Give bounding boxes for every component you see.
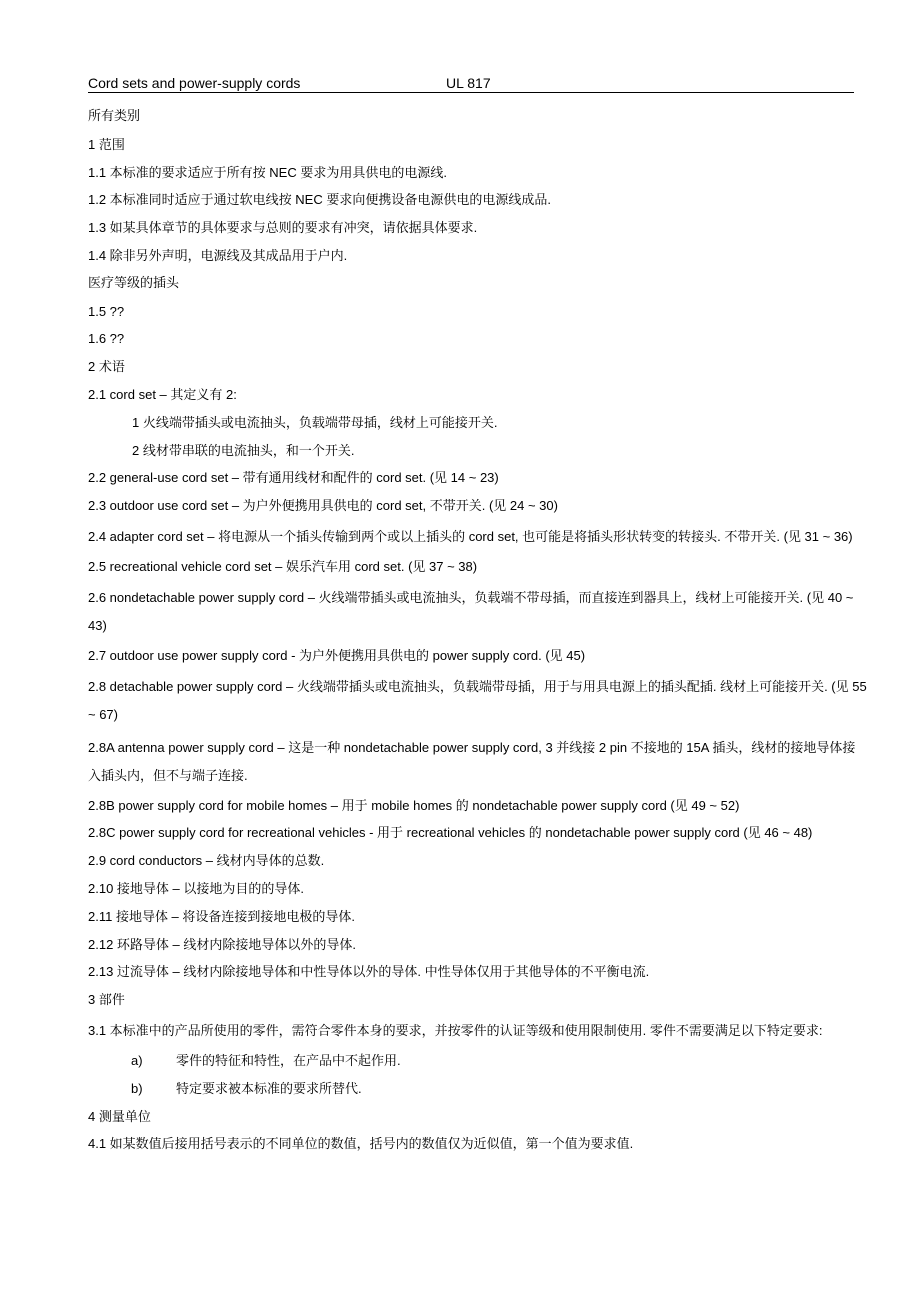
term-2-5: 2.5 recreational vehicle cord set – 娱乐汽车用 cord set. (见 37 ~ 38): [88, 558, 478, 574]
document-title: Cord sets and power-supply cords: [88, 75, 301, 91]
term-2-1: 2.1 cord set – 其定义有 2:: [88, 386, 237, 402]
term-2-4: 2.4 adapter cord set – 将电源从一个插头传输到两个或以上插头的 cord set, 也可能是将插头形状转变的转接头. 不带开关. (见 31 ~ 36): [88, 528, 853, 544]
list-item-a: [88, 1050, 868, 1078]
page-header: [88, 74, 854, 93]
clause-1-3: 1.3 如某具体章节的具体要求与总则的要求有冲突，请依据具体要求.: [88, 220, 478, 236]
list-marker-a: a): [131, 1052, 143, 1068]
list-text-b: 特定要求被本标准的要求所替代.: [176, 1080, 362, 1096]
clause-1-5: 1.5 ??: [88, 303, 125, 319]
list-marker-b: b): [131, 1080, 143, 1096]
term-2-8: 2.8 detachable power supply cord – 火线端带插头或电流抽头，负载端带母插，用于与用具电源上的插头配插. 线材上可能接开关. (见 55 ~ 67): [88, 678, 867, 722]
term-2-10: 2.10 接地导体 – 以接地为目的的导体.: [88, 880, 304, 896]
term-2-7: 2.7 outdoor use power supply cord - 为户外便携用具供电的 power supply cord. (见 45): [88, 647, 586, 663]
section-heading-terms: 2 术语: [88, 359, 125, 375]
term-2-6: 2.6 nondetachable power supply cord – 火线端带插头或电流抽头，负载端不带母插，而直接连到器具上，线材上可能接开关. (见 40 ~ 43): [88, 589, 854, 633]
term-2-8a: 2.8A antenna power supply cord – 这是一种 nondetachable power supply cord, 3 并线接 2 pin 不接地的 15A 插头，线材的接地导体接入插头内，但不与端子连接.: [88, 739, 856, 783]
list-item-b: [88, 1078, 868, 1106]
standard-code: UL 817: [446, 75, 491, 91]
term-2-9: 2.9 cord conductors – 线材内导体的总数.: [88, 853, 325, 869]
section-heading-units: 4 测量单位: [88, 1108, 151, 1124]
list-text-a: 零件的特征和特性，在产品中不起作用.: [176, 1052, 401, 1068]
term-2-1-definition-2: 2 线材带串联的电流抽头，和一个开关.: [132, 442, 355, 458]
clause-1-1: 1.1 本标准的要求适应于所有按 NEC 要求为用具供电的电源线.: [88, 164, 447, 180]
section-heading-scope: 1 范围: [88, 136, 125, 152]
clause-1-6: 1.6 ??: [88, 331, 125, 347]
subheading-medical-plugs: 医疗等级的插头: [88, 275, 180, 291]
term-2-12: 2.12 环路导体 – 线材内除接地导体以外的导体.: [88, 936, 356, 952]
category-heading: 所有类别: [88, 109, 141, 124]
clause-1-2: 1.2 本标准同时适应于通过软电线按 NEC 要求向便携设备电源供电的电源线成品.: [88, 192, 551, 208]
term-2-8c: 2.8C power supply cord for recreational vehicles - 用于 recreational vehicles 的 nondetachable power supply cord (见 46 ~ 48): [88, 825, 813, 841]
term-2-1-definition-1: 1 火线端带插头或电流抽头，负载端带母插，线材上可能接开关.: [132, 414, 498, 430]
term-2-3: 2.3 outdoor use cord set – 为户外便携用具供电的 cord set, 不带开关. (见 24 ~ 30): [88, 498, 558, 514]
document-body: [88, 106, 868, 1161]
section-heading-components: 3 部件: [88, 992, 125, 1008]
clause-4-1: 4.1 如某数值后接用括号表示的不同单位的数值，括号内的数值仅为近似值，第一个值为要求值.: [88, 1136, 634, 1152]
term-2-11: 2.11 接地导体 – 将设备连接到接地电极的导体.: [88, 908, 356, 924]
term-2-8b: 2.8B power supply cord for mobile homes – 用于 mobile homes 的 nondetachable power supply cord (见 49 ~ 52): [88, 797, 740, 813]
clause-1-4: 1.4 除非另外声明，电源线及其成品用于户内.: [88, 247, 348, 263]
term-2-13: 2.13 过流导体 – 线材内除接地导体和中性导体以外的导体. 中性导体仅用于其他导体的不平衡电流.: [88, 964, 650, 980]
clause-3-1: 3.1 本标准中的产品所使用的零件，需符合零件本身的要求，并按零件的认证等级和使用限制使用. 零件不需要满足以下特定要求:: [88, 1022, 823, 1038]
term-2-2: 2.2 general-use cord set – 带有通用线材和配件的 cord set. (见 14 ~ 23): [88, 470, 499, 486]
